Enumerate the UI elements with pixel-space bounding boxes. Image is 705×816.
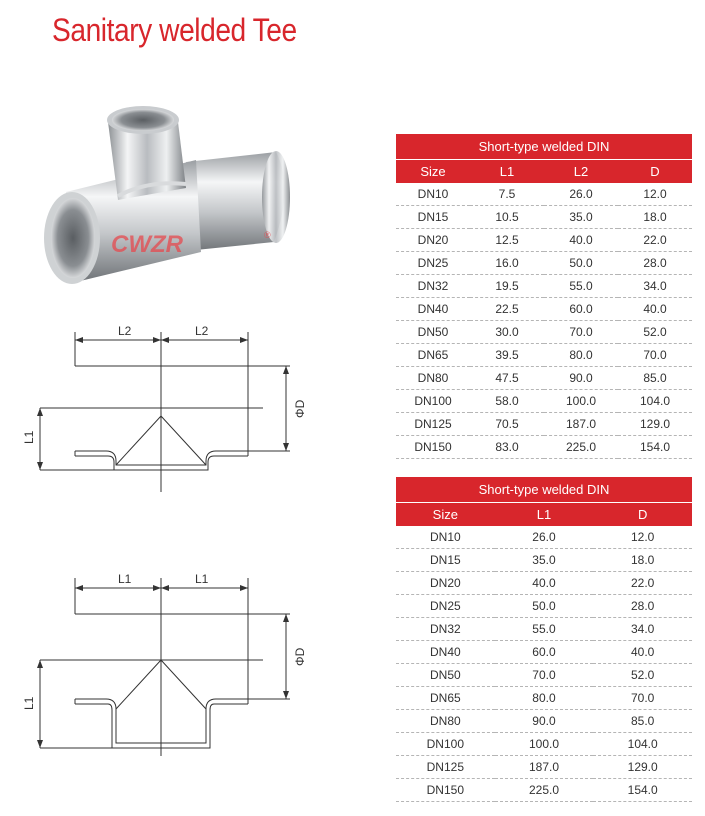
table-row	[396, 687, 692, 710]
table-row	[396, 183, 692, 206]
table-cell: DN125	[396, 413, 470, 436]
table-cell: DN100	[396, 390, 470, 413]
table-cell: 187.0	[495, 756, 594, 779]
table-cell: 80.0	[495, 687, 594, 710]
table-cell: DN40	[396, 641, 495, 664]
table-cell: 225.0	[495, 779, 594, 802]
table-row	[396, 572, 692, 595]
table-cell: 35.0	[495, 549, 594, 572]
dim-label-right: L1	[195, 572, 209, 586]
table-row	[396, 710, 692, 733]
table-cell: 30.0	[470, 321, 544, 344]
table-cell: 70.0	[593, 687, 692, 710]
table-cell: 55.0	[495, 618, 594, 641]
table-cell: 154.0	[618, 436, 692, 459]
table-cell: 85.0	[618, 367, 692, 390]
table-cell: 70.0	[618, 344, 692, 367]
table-cell: 7.5	[470, 183, 544, 206]
table-cell: 70.5	[470, 413, 544, 436]
table-cell: 80.0	[544, 344, 618, 367]
table-cell: 34.0	[618, 275, 692, 298]
column-header-size: Size	[396, 160, 470, 184]
table-caption: Short-type welded DIN	[396, 134, 692, 160]
table-cell: 60.0	[544, 298, 618, 321]
table-caption: Short-type welded DIN	[396, 477, 692, 503]
drawing-equal-tee	[18, 568, 308, 758]
table-row	[396, 390, 692, 413]
table-cell: 47.5	[470, 367, 544, 390]
table-cell: DN40	[396, 298, 470, 321]
table-row	[396, 413, 692, 436]
table-cell: 12.0	[593, 526, 692, 549]
table-row	[396, 664, 692, 687]
column-header-size: Size	[396, 503, 495, 527]
table-cell: DN65	[396, 687, 495, 710]
table-row	[396, 618, 692, 641]
table-row	[396, 733, 692, 756]
table-cell: DN65	[396, 344, 470, 367]
table-cell: 70.0	[544, 321, 618, 344]
table-cell: DN50	[396, 664, 495, 687]
table-cell: 12.5	[470, 229, 544, 252]
table-cell: 19.5	[470, 275, 544, 298]
table-cell: 10.5	[470, 206, 544, 229]
table-cell: DN25	[396, 252, 470, 275]
table-cell: 154.0	[593, 779, 692, 802]
table-row	[396, 595, 692, 618]
table-cell: DN15	[396, 549, 495, 572]
dim-label-side: L1	[22, 696, 36, 710]
column-header-l2: L2	[544, 160, 618, 184]
column-header-l1: L1	[495, 503, 594, 527]
table-row	[396, 206, 692, 229]
table-cell: DN15	[396, 206, 470, 229]
dim-label-diameter: ΦD	[293, 399, 307, 418]
table-cell: 12.0	[618, 183, 692, 206]
table-cell: DN80	[396, 367, 470, 390]
table-cell: 129.0	[593, 756, 692, 779]
table-cell: DN10	[396, 526, 495, 549]
table-cell: DN10	[396, 183, 470, 206]
table-cell: 52.0	[593, 664, 692, 687]
table-cell: 18.0	[618, 206, 692, 229]
dim-label-left: L1	[118, 572, 132, 586]
table-cell: 90.0	[544, 367, 618, 390]
page-title: Sanitary welded Tee	[52, 12, 297, 48]
table-cell: 52.0	[618, 321, 692, 344]
table-cell: 40.0	[544, 229, 618, 252]
table-cell: DN20	[396, 572, 495, 595]
table-cell: 60.0	[495, 641, 594, 664]
drawing-short-tee	[18, 320, 308, 495]
table-cell: 26.0	[495, 526, 594, 549]
table-row	[396, 229, 692, 252]
table-cell: 129.0	[618, 413, 692, 436]
table-row	[396, 298, 692, 321]
dim-label-left: L2	[118, 324, 132, 338]
table-cell: 22.0	[618, 229, 692, 252]
spec-table-l1-l2	[396, 134, 692, 459]
table-cell: 40.0	[618, 298, 692, 321]
spec-table-l1	[396, 477, 692, 802]
table-cell: 70.0	[495, 664, 594, 687]
table-cell: DN50	[396, 321, 470, 344]
table-row	[396, 344, 692, 367]
table-cell: 40.0	[593, 641, 692, 664]
table-cell: 34.0	[593, 618, 692, 641]
table-cell: 39.5	[470, 344, 544, 367]
tee-product-photo	[36, 92, 306, 292]
table-cell: 16.0	[470, 252, 544, 275]
table-cell: DN32	[396, 618, 495, 641]
dim-label-side: L1	[22, 430, 36, 444]
table-cell: 28.0	[593, 595, 692, 618]
table-cell: DN150	[396, 436, 470, 459]
table-cell: 26.0	[544, 183, 618, 206]
column-header-l1: L1	[470, 160, 544, 184]
table-cell: DN125	[396, 756, 495, 779]
table-cell: 18.0	[593, 549, 692, 572]
table-cell: 187.0	[544, 413, 618, 436]
logo-watermark: CWZR	[111, 231, 183, 258]
table-row	[396, 779, 692, 802]
table-cell: 104.0	[593, 733, 692, 756]
table-row	[396, 436, 692, 459]
table-row	[396, 526, 692, 549]
table-cell: 55.0	[544, 275, 618, 298]
table-cell: DN150	[396, 779, 495, 802]
table-row	[396, 252, 692, 275]
table-cell: 35.0	[544, 206, 618, 229]
table-cell: 50.0	[495, 595, 594, 618]
table-cell: 104.0	[618, 390, 692, 413]
table-cell: 100.0	[495, 733, 594, 756]
table-row	[396, 756, 692, 779]
table-cell: 22.0	[593, 572, 692, 595]
table-cell: 28.0	[618, 252, 692, 275]
table-cell: 40.0	[495, 572, 594, 595]
dim-label-diameter: ΦD	[293, 647, 307, 666]
table-cell: 50.0	[544, 252, 618, 275]
table-row	[396, 367, 692, 390]
table-cell: DN32	[396, 275, 470, 298]
table-row	[396, 641, 692, 664]
table-cell: DN80	[396, 710, 495, 733]
table-row	[396, 275, 692, 298]
table-cell: 225.0	[544, 436, 618, 459]
dim-label-right: L2	[195, 324, 209, 338]
table-cell: 22.5	[470, 298, 544, 321]
table-cell: 58.0	[470, 390, 544, 413]
table-cell: DN20	[396, 229, 470, 252]
table-row	[396, 321, 692, 344]
table-cell: 90.0	[495, 710, 594, 733]
table-cell: 100.0	[544, 390, 618, 413]
column-header-d: D	[618, 160, 692, 184]
column-header-d: D	[593, 503, 692, 527]
table-cell: DN25	[396, 595, 495, 618]
table-row	[396, 549, 692, 572]
table-cell: 83.0	[470, 436, 544, 459]
registered-mark: ®	[264, 230, 271, 240]
table-cell: 85.0	[593, 710, 692, 733]
table-cell: DN100	[396, 733, 495, 756]
